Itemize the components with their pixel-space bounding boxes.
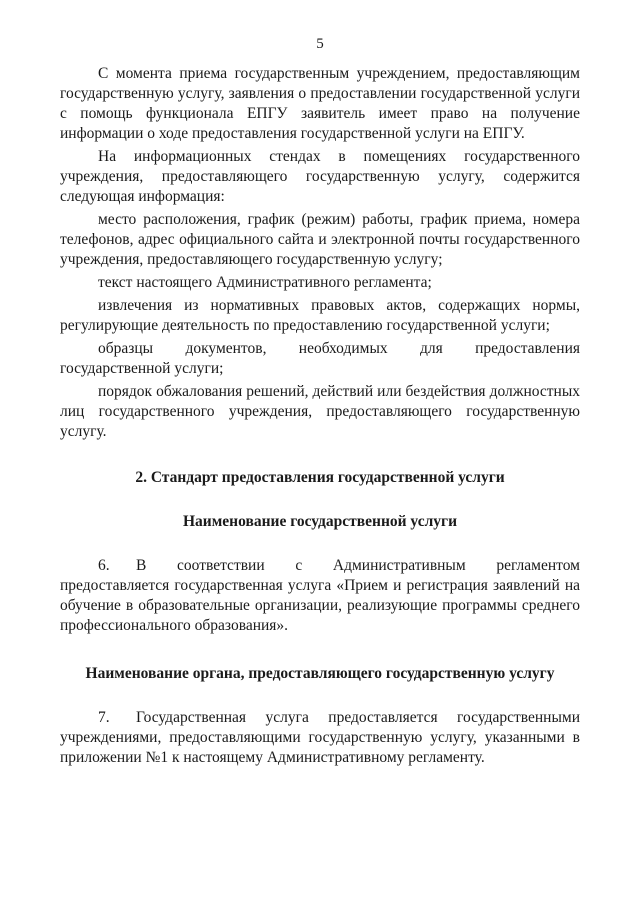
subheading: Наименование государственной услуги [183,513,457,530]
item-number: 6. [98,557,110,574]
paragraph: место расположения, график (режим) работы, график приема, номера телефонов, адрес официального сайта и электронной почты государственного учреждения, предоставляющего государственную услугу; [60,211,580,268]
paragraph: образцы документов, необходимых для предоставления государственной услуги; [60,340,580,377]
paragraph: порядок обжалования решений, действий или бездействия должностных лиц государственного учреждения, предоставляющего государственную услугу. [60,383,580,440]
numbered-item [60,556,580,636]
page-number: 5 [316,36,324,52]
numbered-item [60,708,580,768]
paragraph: извлечения из нормативных правовых актов, содержащих нормы, регулирующие деятельность по предоставлению государственной услуги; [60,297,580,334]
item-text: Государственная услуга предоставляется государственными учреждениями, предоставляющими государственную услугу, указанными в приложении №1 к настоящему Административному регламенту. [60,709,580,766]
paragraph: На информационных стендах в помещениях государственного учреждения, предоставляющего государственную услугу, содержится следующая информация: [60,148,580,205]
document-body [60,64,580,768]
subheading: Наименование органа, предоставляющего государственную услугу [85,665,555,682]
item-number: 7. [98,709,110,726]
paragraph: текст настоящего Административного регламента; [98,274,432,291]
section-heading: 2. Стандарт предоставления государственной услуги [135,469,505,486]
paragraph: С момента приема государственным учреждением, предоставляющим государственную услугу, заявления о предоставлении государственной услуги с помощь функционала ЕПГУ заявитель имеет право на получение информации о ходе предоставления государственной услуги на ЕПГУ. [60,65,580,142]
item-text: В соответствии с Административным регламентом предоставляется государственная услуга «Прием и регистрация заявлений на обучение в образовательные организации, реализующие программы среднего профессионального образования». [60,557,580,634]
